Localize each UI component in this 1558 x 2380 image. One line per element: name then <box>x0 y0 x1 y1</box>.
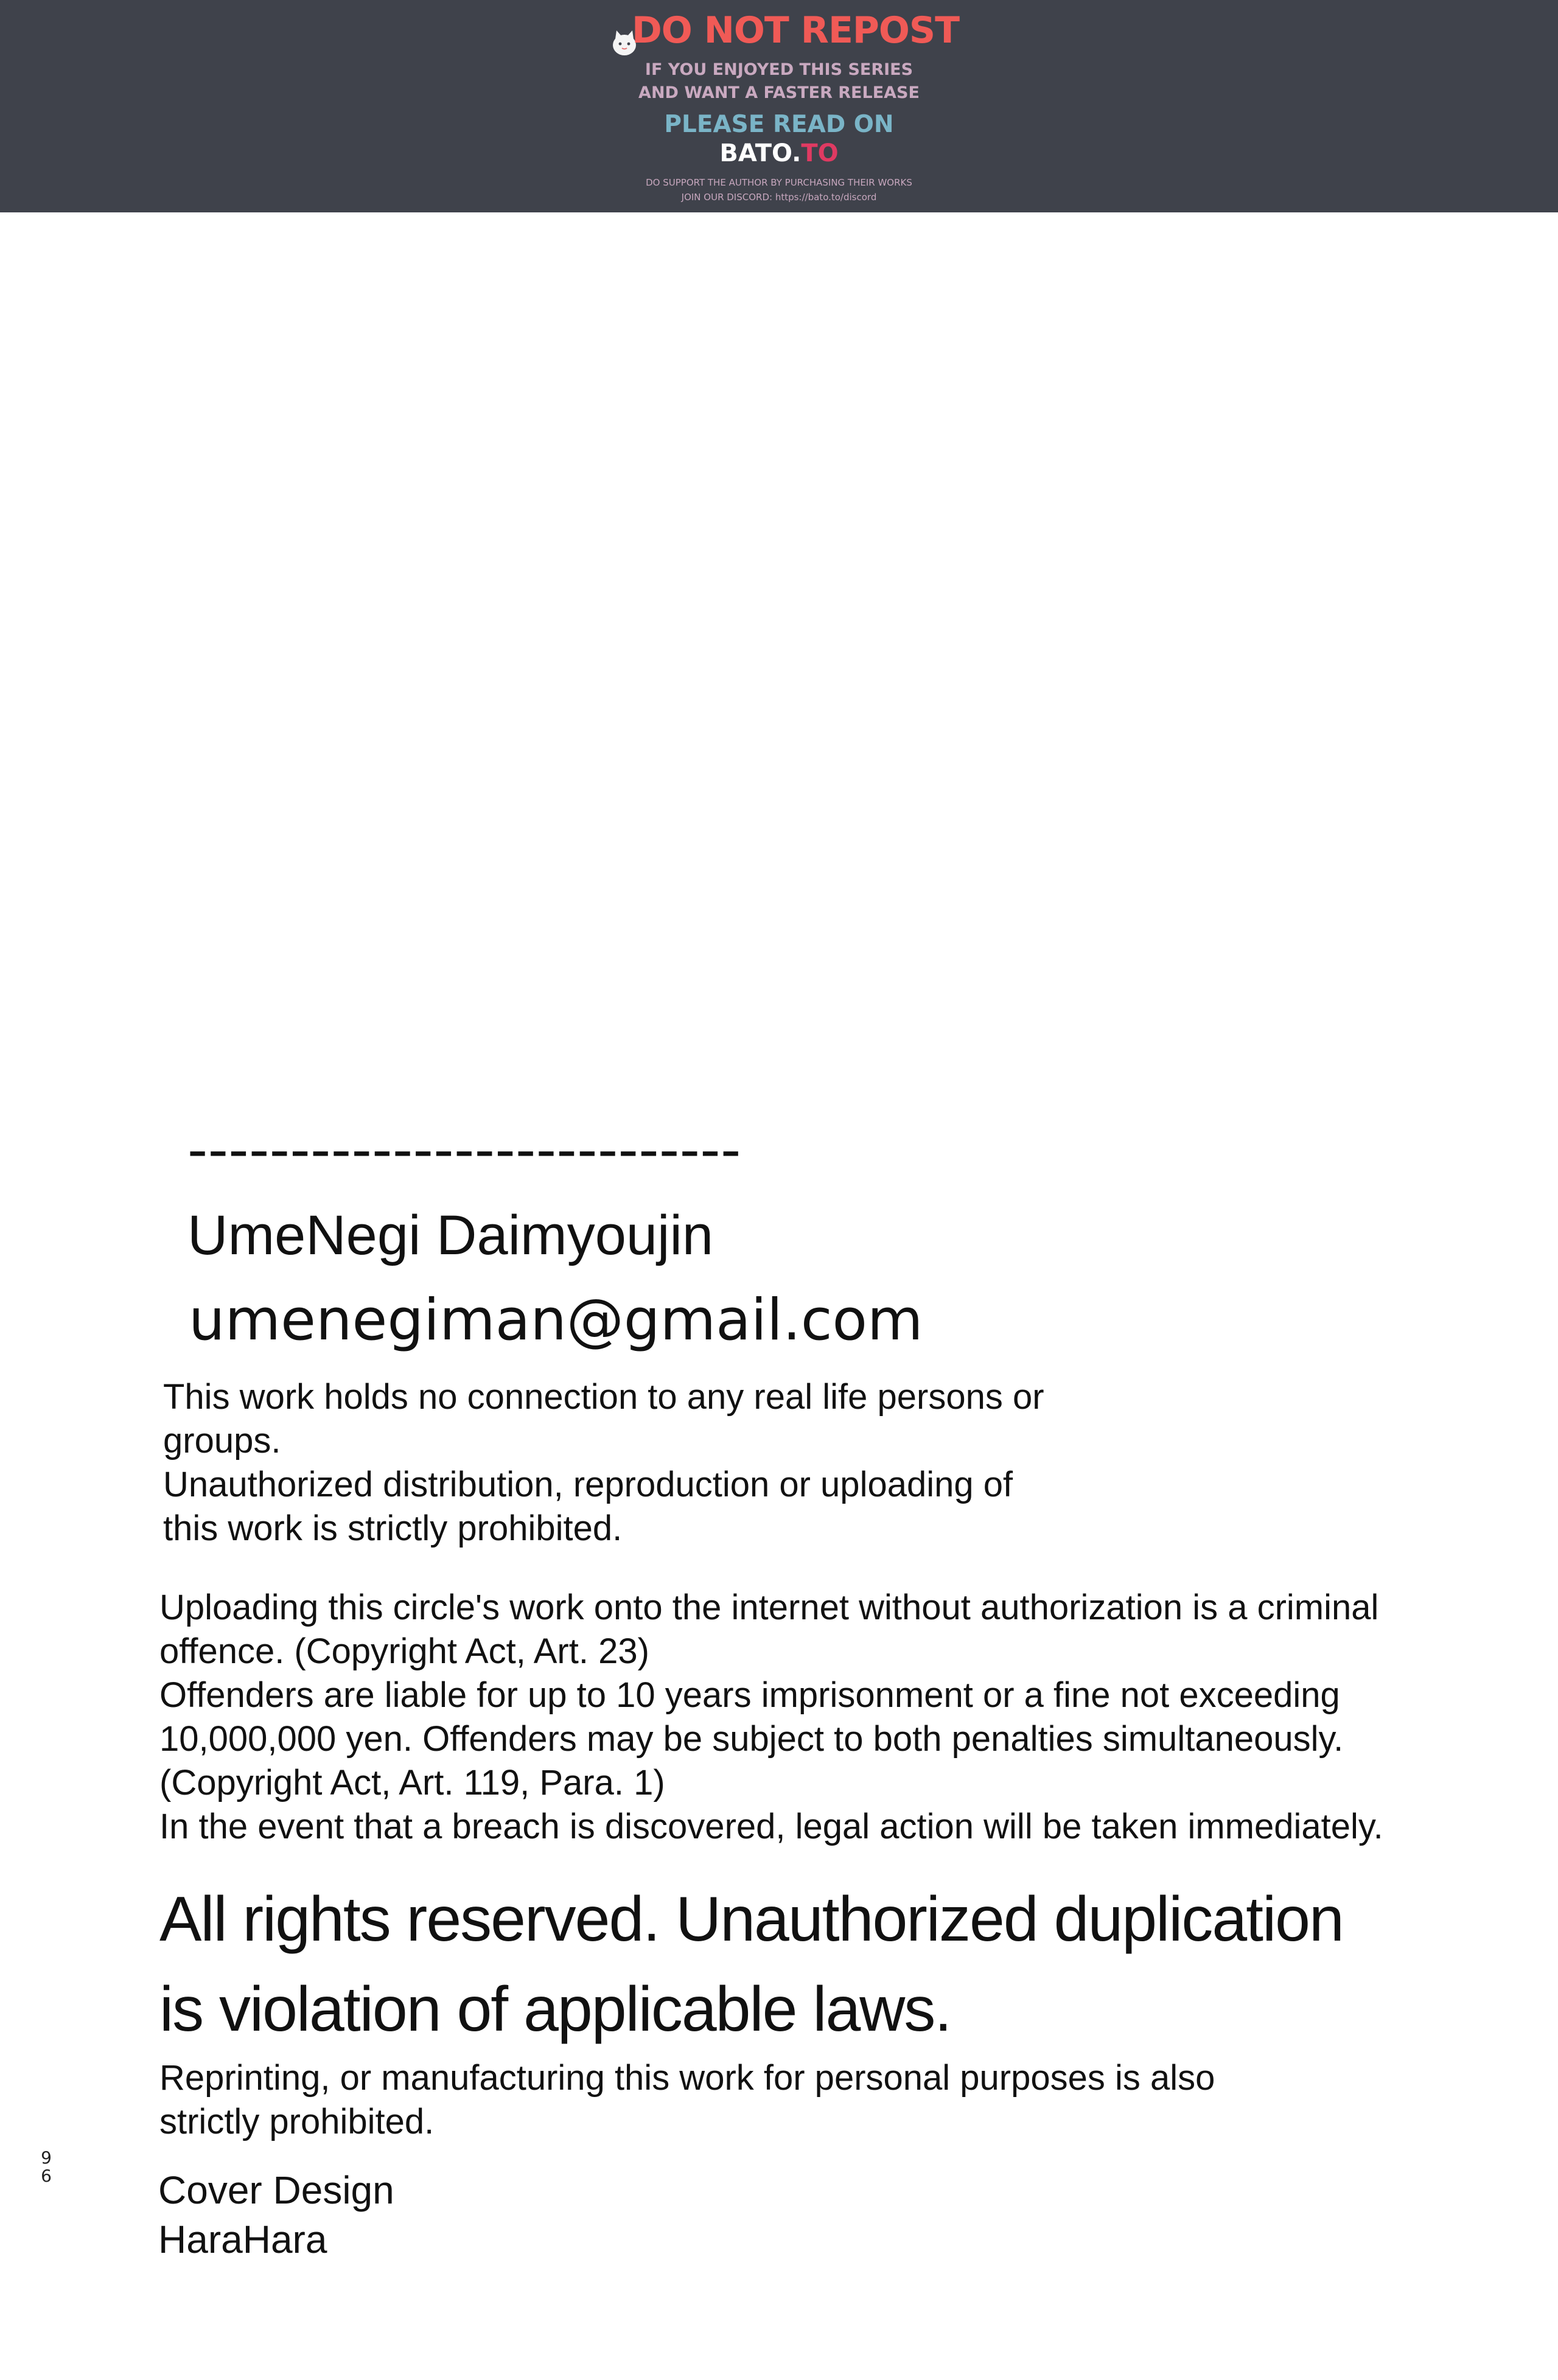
reprint-line: Reprinting, or manufacturing this work for personal purposes is also <box>159 2058 1215 2098</box>
site-name[interactable] <box>0 138 1558 169</box>
rights-line: is violation of applicable laws. <box>159 1974 951 2045</box>
page-number-digit: 6 <box>41 2166 52 2186</box>
notice-line: Offenders are liable for up to 10 years imprisonment or a fine not exceeding <box>159 1675 1340 1715</box>
banner-line-1: IF YOU ENJOYED THIS SERIES <box>645 60 913 79</box>
page-number-digit: 9 <box>41 2148 52 2168</box>
banner-content <box>0 0 1558 212</box>
all-rights-reserved <box>159 1874 1343 2054</box>
rights-line: All rights reserved. Unauthorized duplication <box>159 1884 1343 1955</box>
discord-link-line[interactable]: JOIN OUR DISCORD: https://bato.to/discord <box>681 192 877 203</box>
banner-title-row <box>609 5 960 56</box>
site-name-main: BATO. <box>719 139 802 167</box>
repost-warning-banner <box>0 0 1558 212</box>
notice-line: (Copyright Act, Art. 119, Para. 1) <box>159 1763 665 1802</box>
author-email: umenegiman@gmail.com <box>189 1287 923 1353</box>
copyright-act-notice <box>159 1586 1383 1849</box>
please-read-on: PLEASE READ ON <box>664 111 894 138</box>
reprint-notice <box>159 2056 1215 2144</box>
disclaimer-line: This work holds no connection to any real life persons or <box>163 1377 1044 1417</box>
support-author-line: DO SUPPORT THE AUTHOR BY PURCHASING THEIR WORKS <box>646 177 912 188</box>
disclaimer-line: groups. <box>163 1421 281 1460</box>
notice-line: In the event that a breach is discovered, legal action will be taken immediately. <box>159 1807 1383 1846</box>
reprint-line: strictly prohibited. <box>159 2102 435 2141</box>
author-name: UmeNegi Daimyoujin <box>187 1204 714 1266</box>
disclaimer-line: Unauthorized distribution, reproduction or uploading of <box>163 1465 1013 1504</box>
cover-design-label: Cover Design <box>158 2168 394 2212</box>
disclaimer-line: this work is strictly prohibited. <box>163 1509 623 1548</box>
cover-designer-name: HaraHara <box>158 2218 327 2261</box>
page-number <box>38 2149 55 2185</box>
banner-line-2: AND WANT A FASTER RELEASE <box>638 83 920 102</box>
notice-line: Uploading this circle's work onto the internet without authorization is a criminal <box>159 1588 1379 1627</box>
dash-separator: --------------------------- <box>187 1117 741 1182</box>
notice-line: 10,000,000 yen. Offenders may be subject to both penalties simultaneously. <box>159 1719 1344 1759</box>
site-name-tld: TO <box>801 139 839 167</box>
fiction-disclaimer <box>163 1375 1044 1551</box>
notice-line: offence. (Copyright Act, Art. 23) <box>159 1631 649 1671</box>
do-not-repost-title: DO NOT REPOST <box>632 9 960 52</box>
